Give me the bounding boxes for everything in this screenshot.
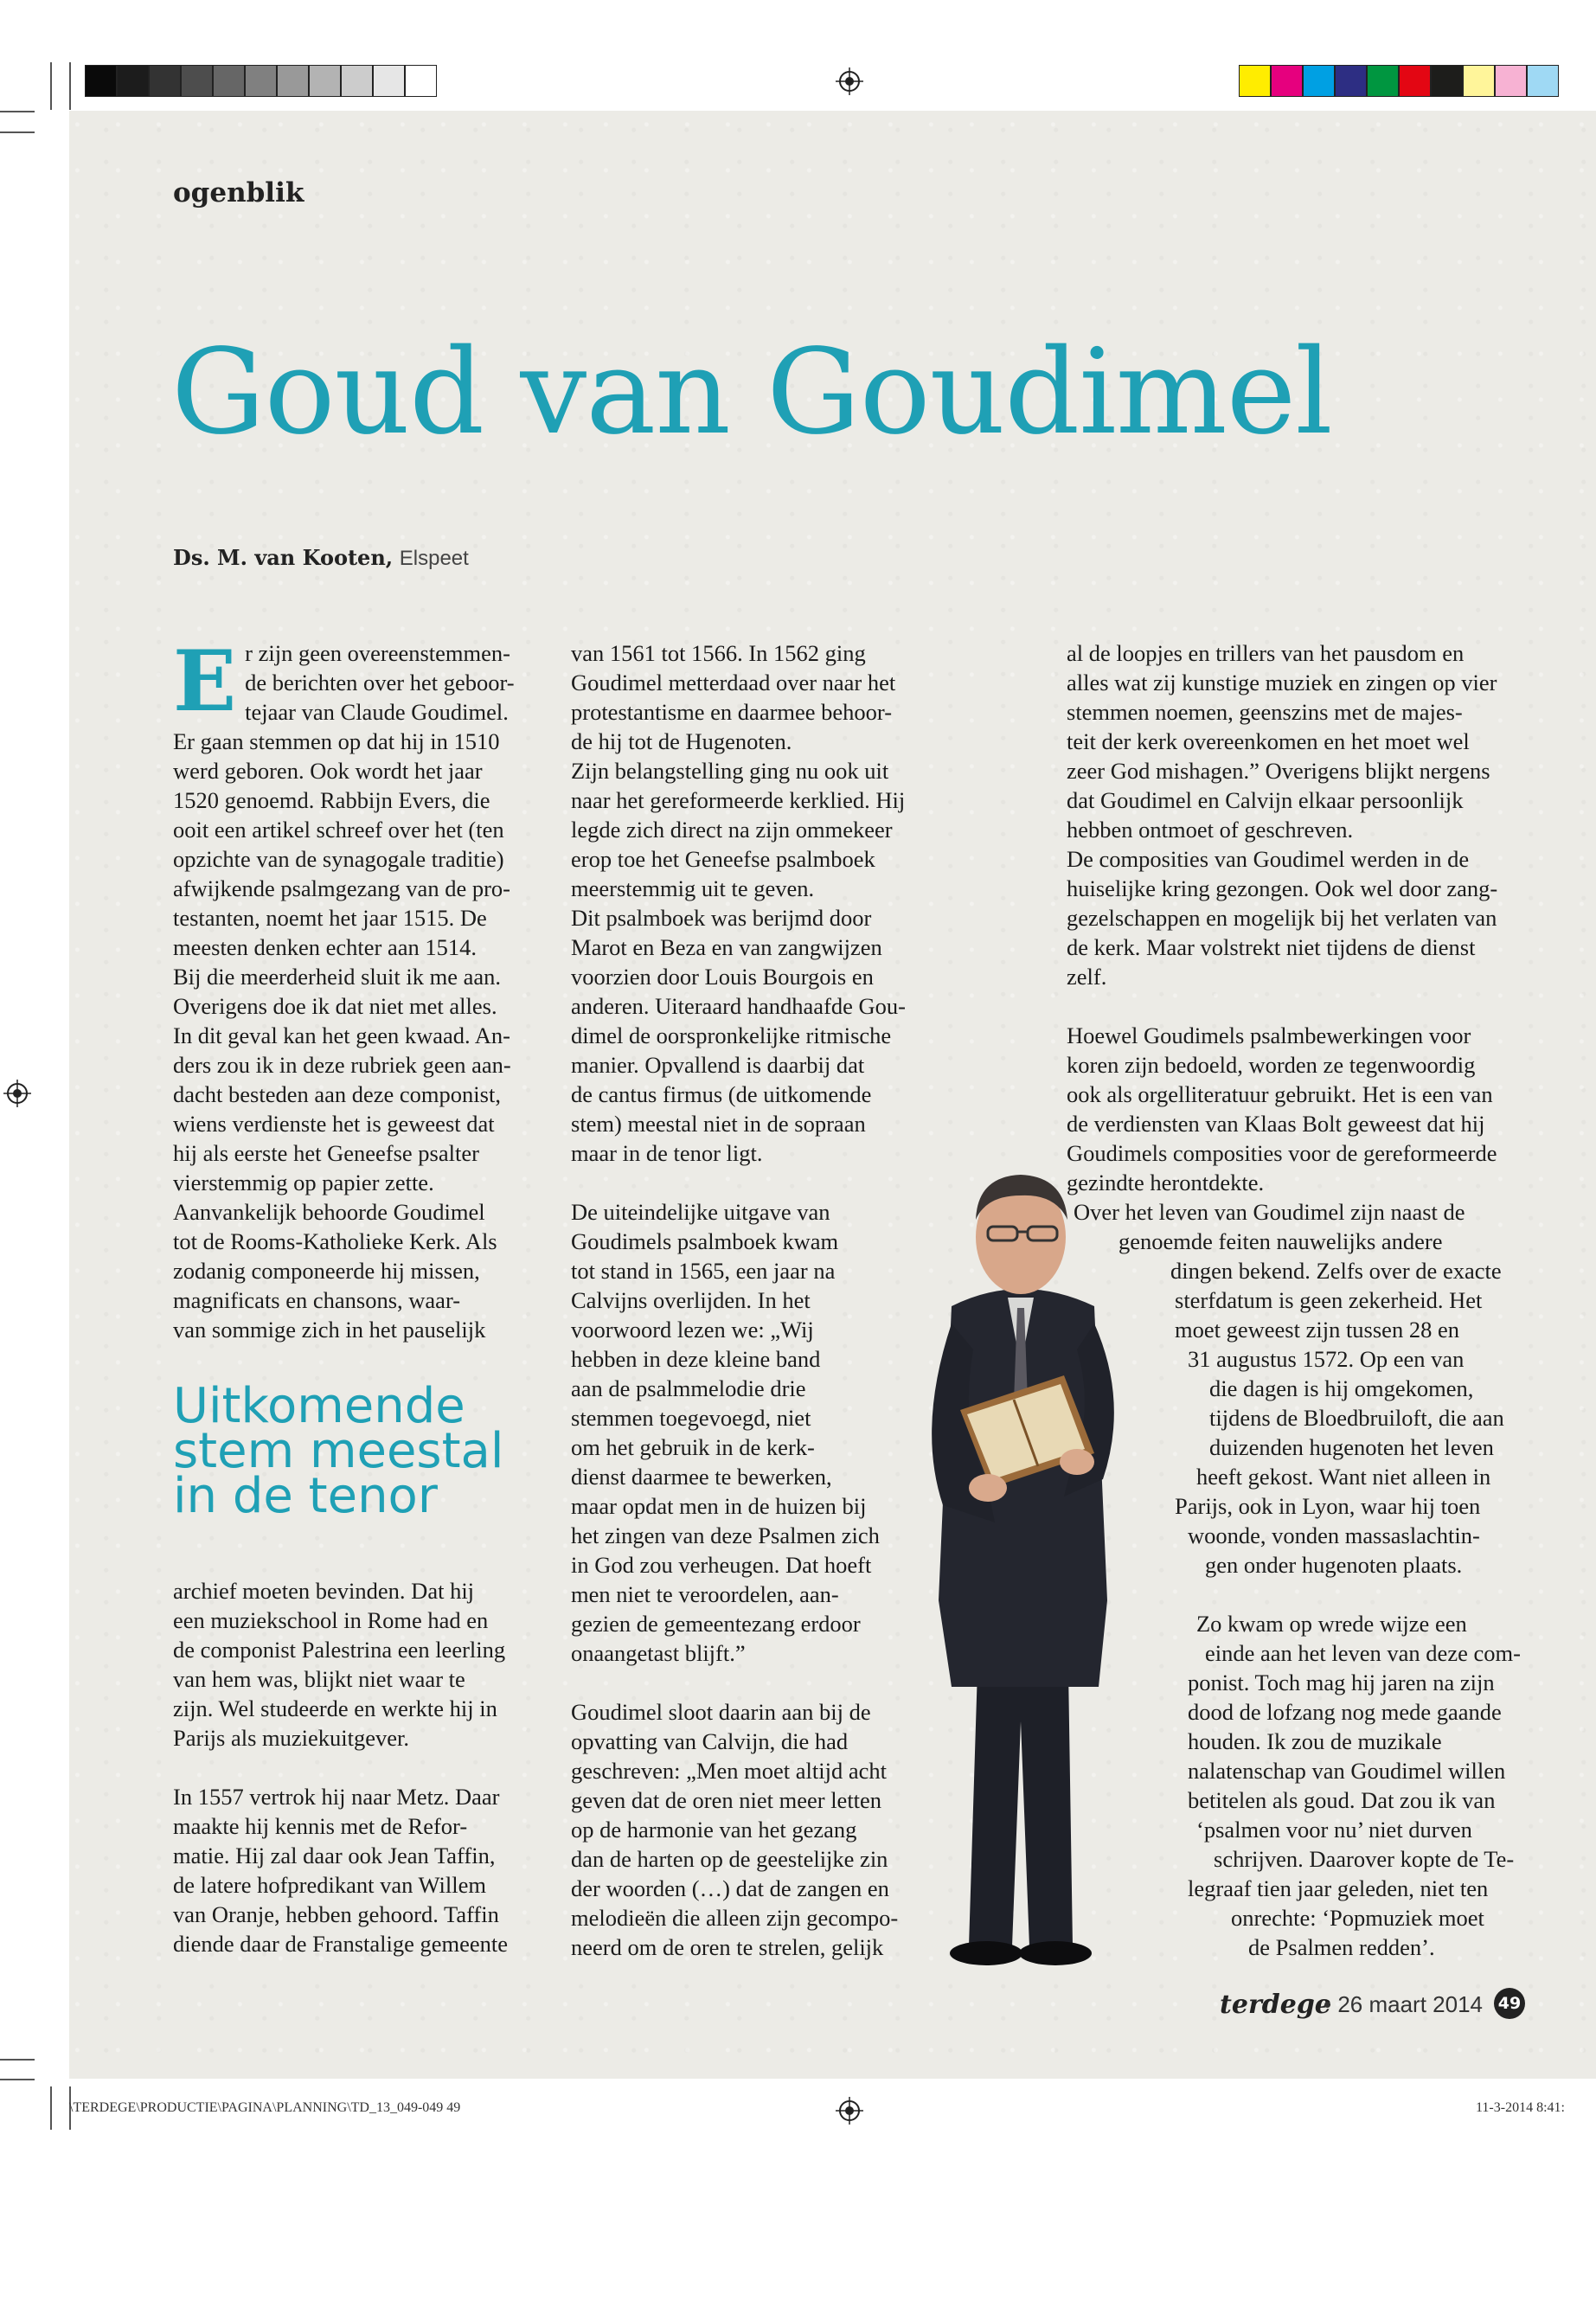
text-line: genoemde feiten nauwelijks andere	[1118, 1228, 1443, 1254]
color-bar	[1239, 65, 1559, 97]
text-line: r zijn geen overeenstemmen-	[245, 640, 510, 666]
text-line: ‘psalmen voor nu’ niet durven	[1196, 1817, 1472, 1843]
color-swatch	[117, 65, 149, 97]
text-line: Marot en Beza en van zangwijzen	[571, 934, 882, 960]
text-line: stem meestal	[173, 1423, 504, 1479]
text-line: gezien de gemeentezang erdoor	[571, 1611, 861, 1637]
text-line: woonde, vonden massaslachtin-	[1188, 1522, 1480, 1548]
color-swatch	[181, 65, 213, 97]
text-line: van hem was, blijkt niet waar te	[173, 1666, 465, 1692]
text-line: ooit een artikel schreef over het (ten	[173, 817, 504, 843]
color-swatch	[277, 65, 309, 97]
color-swatch	[213, 65, 245, 97]
article-title: Goud van Goudimel	[171, 324, 1332, 461]
text-line: nalatenschap van Goudimel willen	[1188, 1758, 1506, 1784]
text-line: om het gebruik in de kerk-	[571, 1434, 815, 1460]
text-line: hebben ontmoet of geschreven.	[1067, 817, 1354, 843]
issue-date: • 26 maart 2014	[1324, 1991, 1483, 2017]
text-line: moet geweest zijn tussen 28 en	[1175, 1317, 1459, 1343]
text-line: dan de harten op de geestelijke zin	[571, 1846, 888, 1872]
text-line: meerstemmig uit te geven.	[571, 875, 815, 901]
color-swatch	[149, 65, 181, 97]
color-swatch	[373, 65, 405, 97]
crop-mark	[0, 2059, 35, 2061]
text-line: van Oranje, hebben gehoord. Taffin	[173, 1901, 499, 1927]
text-line: dacht besteden aan deze componist,	[173, 1081, 501, 1107]
text-line: onrechte: ‘Popmuziek moet	[1231, 1905, 1484, 1931]
text-line: tot de Rooms-Katholieke Kerk. Als	[173, 1228, 497, 1254]
text-line: de kerk. Maar volstrekt niet tijdens de dienst	[1067, 934, 1476, 960]
color-swatch	[1463, 65, 1495, 97]
text-line: van 1561 tot 1566. In 1562 ging	[571, 640, 866, 666]
page-number: 49	[1494, 1988, 1525, 2019]
text-line: maar in de tenor ligt.	[571, 1140, 763, 1166]
text-line: stemmen noemen, geenszins met de majes-	[1067, 699, 1463, 725]
text-line: legraaf tien jaar geleden, niet ten	[1188, 1875, 1489, 1901]
brand-logo: terdege	[1220, 1990, 1331, 2020]
text-line: Uitkomende	[173, 1378, 465, 1434]
text-line: tejaar van Claude Goudimel.	[245, 699, 509, 725]
color-swatch	[341, 65, 373, 97]
text-line: neerd om de oren te strelen, gelijk	[571, 1934, 884, 1960]
text-line: matie. Hij zal daar ook Jean Taffin,	[173, 1843, 496, 1868]
man-reading-book-photo	[891, 1116, 1151, 1981]
text-line: Dit psalmboek was berijmd door	[571, 905, 872, 931]
text-line: dingen bekend. Zelfs over de exacte	[1170, 1258, 1502, 1284]
color-swatch	[1527, 65, 1559, 97]
text-line: zelf.	[1067, 964, 1107, 990]
text-line: Hoewel Goudimels psalmbewerkingen voor	[1067, 1022, 1471, 1048]
crop-mark	[0, 2079, 35, 2080]
text-line: zodanig componeerde hij missen,	[173, 1258, 480, 1284]
text-line: schrijven. Daarover kopte de Te-	[1214, 1846, 1515, 1872]
text-line: 31 augustus 1572. Op een van	[1188, 1346, 1465, 1372]
text-line: Zo kwam op wrede wijze een	[1196, 1611, 1467, 1637]
text-line: maakte hij kennis met de Refor-	[173, 1813, 468, 1839]
text-line: de Psalmen redden’.	[1248, 1934, 1435, 1960]
text-line: protestantisme en daarmee behoor-	[571, 699, 893, 725]
text-line: Goudimels psalmboek kwam	[571, 1228, 839, 1254]
text-line: men niet te veroordelen, aan-	[571, 1581, 839, 1607]
text-line: op de harmonie van het gezang	[571, 1817, 857, 1843]
text-line: dat Goudimel en Calvijn elkaar persoonlijk	[1067, 787, 1464, 813]
text-line: onaangetast blijft.”	[571, 1640, 746, 1666]
text-line: betitelen als goud. Dat zou ik van	[1188, 1787, 1496, 1813]
text-line: zijn. Wel studeerde en werkte hij in	[173, 1695, 497, 1721]
text-line: ders zou ik in deze rubriek geen aan-	[173, 1052, 511, 1078]
color-swatch	[405, 65, 437, 97]
text-line: duizenden hugenoten het leven	[1209, 1434, 1494, 1460]
text-line: tijdens de Bloedbruiloft, die aan	[1209, 1405, 1504, 1431]
text-line: diende daar de Franstalige gemeente	[173, 1931, 509, 1957]
text-line: Er gaan stemmen op dat hij in 1510	[173, 728, 500, 754]
text-line: Calvijns overlijden. In het	[571, 1287, 811, 1313]
text-line: ponist. Toch mag hij jaren na zijn	[1188, 1670, 1495, 1695]
column-1-continued	[173, 1576, 545, 1958]
text-line: het zingen van deze Psalmen zich	[571, 1522, 880, 1548]
text-line: al de loopjes en trillers van het pausdom en	[1067, 640, 1465, 666]
text-line: sterfdatum is geen zekerheid. Het	[1175, 1287, 1483, 1313]
text-line: In 1557 vertrok hij naar Metz. Daar	[173, 1784, 500, 1810]
text-line: stem) meestal niet in de sopraan	[571, 1111, 866, 1137]
text-line: de verdiensten van Klaas Bolt geweest dat hij	[1067, 1111, 1485, 1137]
text-line: hij als eerste het Geneefse psalter	[173, 1140, 479, 1166]
text-line: alles wat zij kunstige muziek en zingen op vier	[1067, 670, 1497, 695]
text-line: erop toe het Geneefse psalmboek	[571, 846, 875, 872]
text-line: de berichten over het geboor-	[245, 670, 515, 695]
color-swatch	[245, 65, 277, 97]
text-line: gezelschappen en mogelijk bij het verlaten van	[1067, 905, 1497, 931]
crop-mark	[69, 62, 71, 110]
crop-mark	[0, 111, 35, 112]
color-swatch	[1239, 65, 1271, 97]
text-line: archief moeten bevinden. Dat hij	[173, 1578, 475, 1604]
text-line: testanten, noemt het jaar 1515. De	[173, 905, 487, 931]
text-line: ook als orgelliteratuur gebruikt. Het is een van	[1067, 1081, 1493, 1107]
grayscale-bar	[85, 65, 437, 97]
text-line: stemmen toegevoegd, niet	[571, 1405, 811, 1431]
text-line: anderen. Uiteraard handhaafde Gou-	[571, 993, 906, 1019]
text-line: geschreven: „Men moet altijd acht	[571, 1758, 887, 1784]
text-line: De uiteindelijke uitgave van	[571, 1199, 830, 1225]
text-line: die dagen is hij omgekomen,	[1209, 1375, 1474, 1401]
text-line: een muziekschool in Rome had en	[173, 1607, 489, 1633]
column-1	[173, 632, 545, 1344]
text-line: Goudimel sloot daarin aan bij de	[571, 1699, 871, 1725]
text-line: dood de lofzang nog mede gaande	[1188, 1699, 1502, 1725]
text-line: gezindte herontdekte.	[1067, 1170, 1265, 1195]
column-2	[571, 638, 943, 1962]
text-line: hebben in deze kleine band	[571, 1346, 821, 1372]
text-line: heeft gekost. Want niet alleen in	[1196, 1464, 1491, 1490]
drop-cap: E	[173, 632, 237, 730]
text-line: Parijs als muziekuitgever.	[173, 1725, 410, 1751]
color-swatch	[1335, 65, 1367, 97]
text-line: Parijs, ook in Lyon, waar hij toen	[1175, 1493, 1481, 1519]
text-line: de cantus firmus (de uitkomende	[571, 1081, 872, 1107]
text-line: magnificats en chansons, waar-	[173, 1287, 461, 1313]
text-line: manier. Opvallend is daarbij dat	[571, 1052, 865, 1078]
text-line: zeer God mishagen.” Overigens blijkt nergens	[1067, 758, 1490, 784]
text-line: van sommige zich in het pauselijk	[173, 1317, 486, 1343]
text-line: de latere hofpredikant van Willem	[173, 1872, 486, 1898]
text-line: der woorden (…) dat de zangen en	[571, 1875, 889, 1901]
crop-mark	[0, 131, 35, 133]
author-name: Ds. M. van Kooten,	[173, 545, 394, 570]
text-line: afwijkende psalmgezang van de pro-	[173, 875, 510, 901]
text-line: werd geboren. Ook wordt het jaar	[173, 758, 483, 784]
text-line: koren zijn bedoeld, worden ze tegenwoordig	[1067, 1052, 1476, 1078]
color-swatch	[85, 65, 117, 97]
text-line: gen onder hugenoten plaats.	[1205, 1552, 1463, 1578]
text-line: Goudimels composities voor de gereformeerde	[1067, 1140, 1497, 1166]
text-line: voorzien door Louis Bourgois en	[571, 964, 874, 990]
text-line: geven dat de oren niet meer letten	[571, 1787, 882, 1813]
text-line: wiens verdienste het is geweest dat	[173, 1111, 495, 1137]
registration-mark-icon	[836, 67, 863, 95]
crop-mark	[50, 62, 52, 110]
text-line: houden. Ik zou de muzikale	[1188, 1728, 1442, 1754]
print-slug: \TERDEGE\PRODUCTIE\PAGINA\PLANNING\TD_13_049-049 49	[69, 2100, 461, 2115]
text-line: in de tenor	[173, 1468, 438, 1524]
byline	[173, 545, 469, 571]
text-line: einde aan het leven van deze com-	[1205, 1640, 1521, 1666]
registration-mark-icon	[836, 2097, 863, 2125]
text-line: de componist Palestrina een leerling	[173, 1637, 506, 1663]
text-line: maar opdat men in de huizen bij	[571, 1493, 867, 1519]
color-swatch	[1303, 65, 1335, 97]
author-place: Elspeet	[399, 547, 469, 570]
text-line: de hij tot de Hugenoten.	[571, 728, 792, 754]
print-timestamp: 11-3-2014 8:41:	[1476, 2100, 1565, 2115]
color-swatch	[1367, 65, 1399, 97]
text-line: legde zich direct na zijn ommekeer	[571, 817, 893, 843]
text-line: in God zou verheugen. Dat hoeft	[571, 1552, 872, 1578]
text-line: Overigens doe ik dat niet met alles.	[173, 993, 497, 1019]
text-line: 1520 genoemd. Rabbijn Evers, die	[173, 787, 490, 813]
text-line: De composities van Goudimel werden in de	[1067, 846, 1470, 872]
color-swatch	[1431, 65, 1463, 97]
text-line: Aanvankelijk behoorde Goudimel	[173, 1199, 485, 1225]
crop-mark	[50, 2086, 52, 2130]
color-swatch	[309, 65, 341, 97]
text-line: dienst daarmee te bewerken,	[571, 1464, 832, 1490]
text-line: teit der kerk overeenkomen en het moet wel	[1067, 728, 1470, 754]
text-line: dimel de oorspronkelijke ritmische	[571, 1022, 892, 1048]
registration-mark-icon	[3, 1080, 31, 1107]
text-line: Goudimel metterdaad over naar het	[571, 670, 896, 695]
text-line: melodieën die alleen zijn gecompo-	[571, 1905, 899, 1931]
text-line: tot stand in 1565, een jaar na	[571, 1258, 836, 1284]
color-swatch	[1495, 65, 1527, 97]
text-line: meesten denken echter aan 1514.	[173, 934, 477, 960]
text-line: In dit geval kan het geen kwaad. An-	[173, 1022, 511, 1048]
text-line: Bij die meerderheid sluit ik me aan.	[173, 964, 501, 990]
text-line: huiselijke kring gezongen. Ook wel door zang-	[1067, 875, 1498, 901]
color-swatch	[1399, 65, 1431, 97]
text-line: aan de psalmmelodie drie	[571, 1375, 806, 1401]
text-line: Over het leven van Goudimel zijn naast de	[1074, 1199, 1465, 1225]
pull-quote	[173, 1378, 536, 1524]
text-line: naar het gereformeerde kerklied. Hij	[571, 787, 906, 813]
text-line: vierstemmig op papier zette.	[173, 1170, 434, 1195]
text-line: opvatting van Calvijn, die had	[571, 1728, 849, 1754]
color-swatch	[1271, 65, 1303, 97]
text-line: voorwoord lezen we: „Wij	[571, 1317, 814, 1343]
section-kicker: ogenblik	[173, 177, 304, 208]
text-line: Zijn belangstelling ging nu ook uit	[571, 758, 889, 784]
text-line: opzichte van de synagogale traditie)	[173, 846, 504, 872]
